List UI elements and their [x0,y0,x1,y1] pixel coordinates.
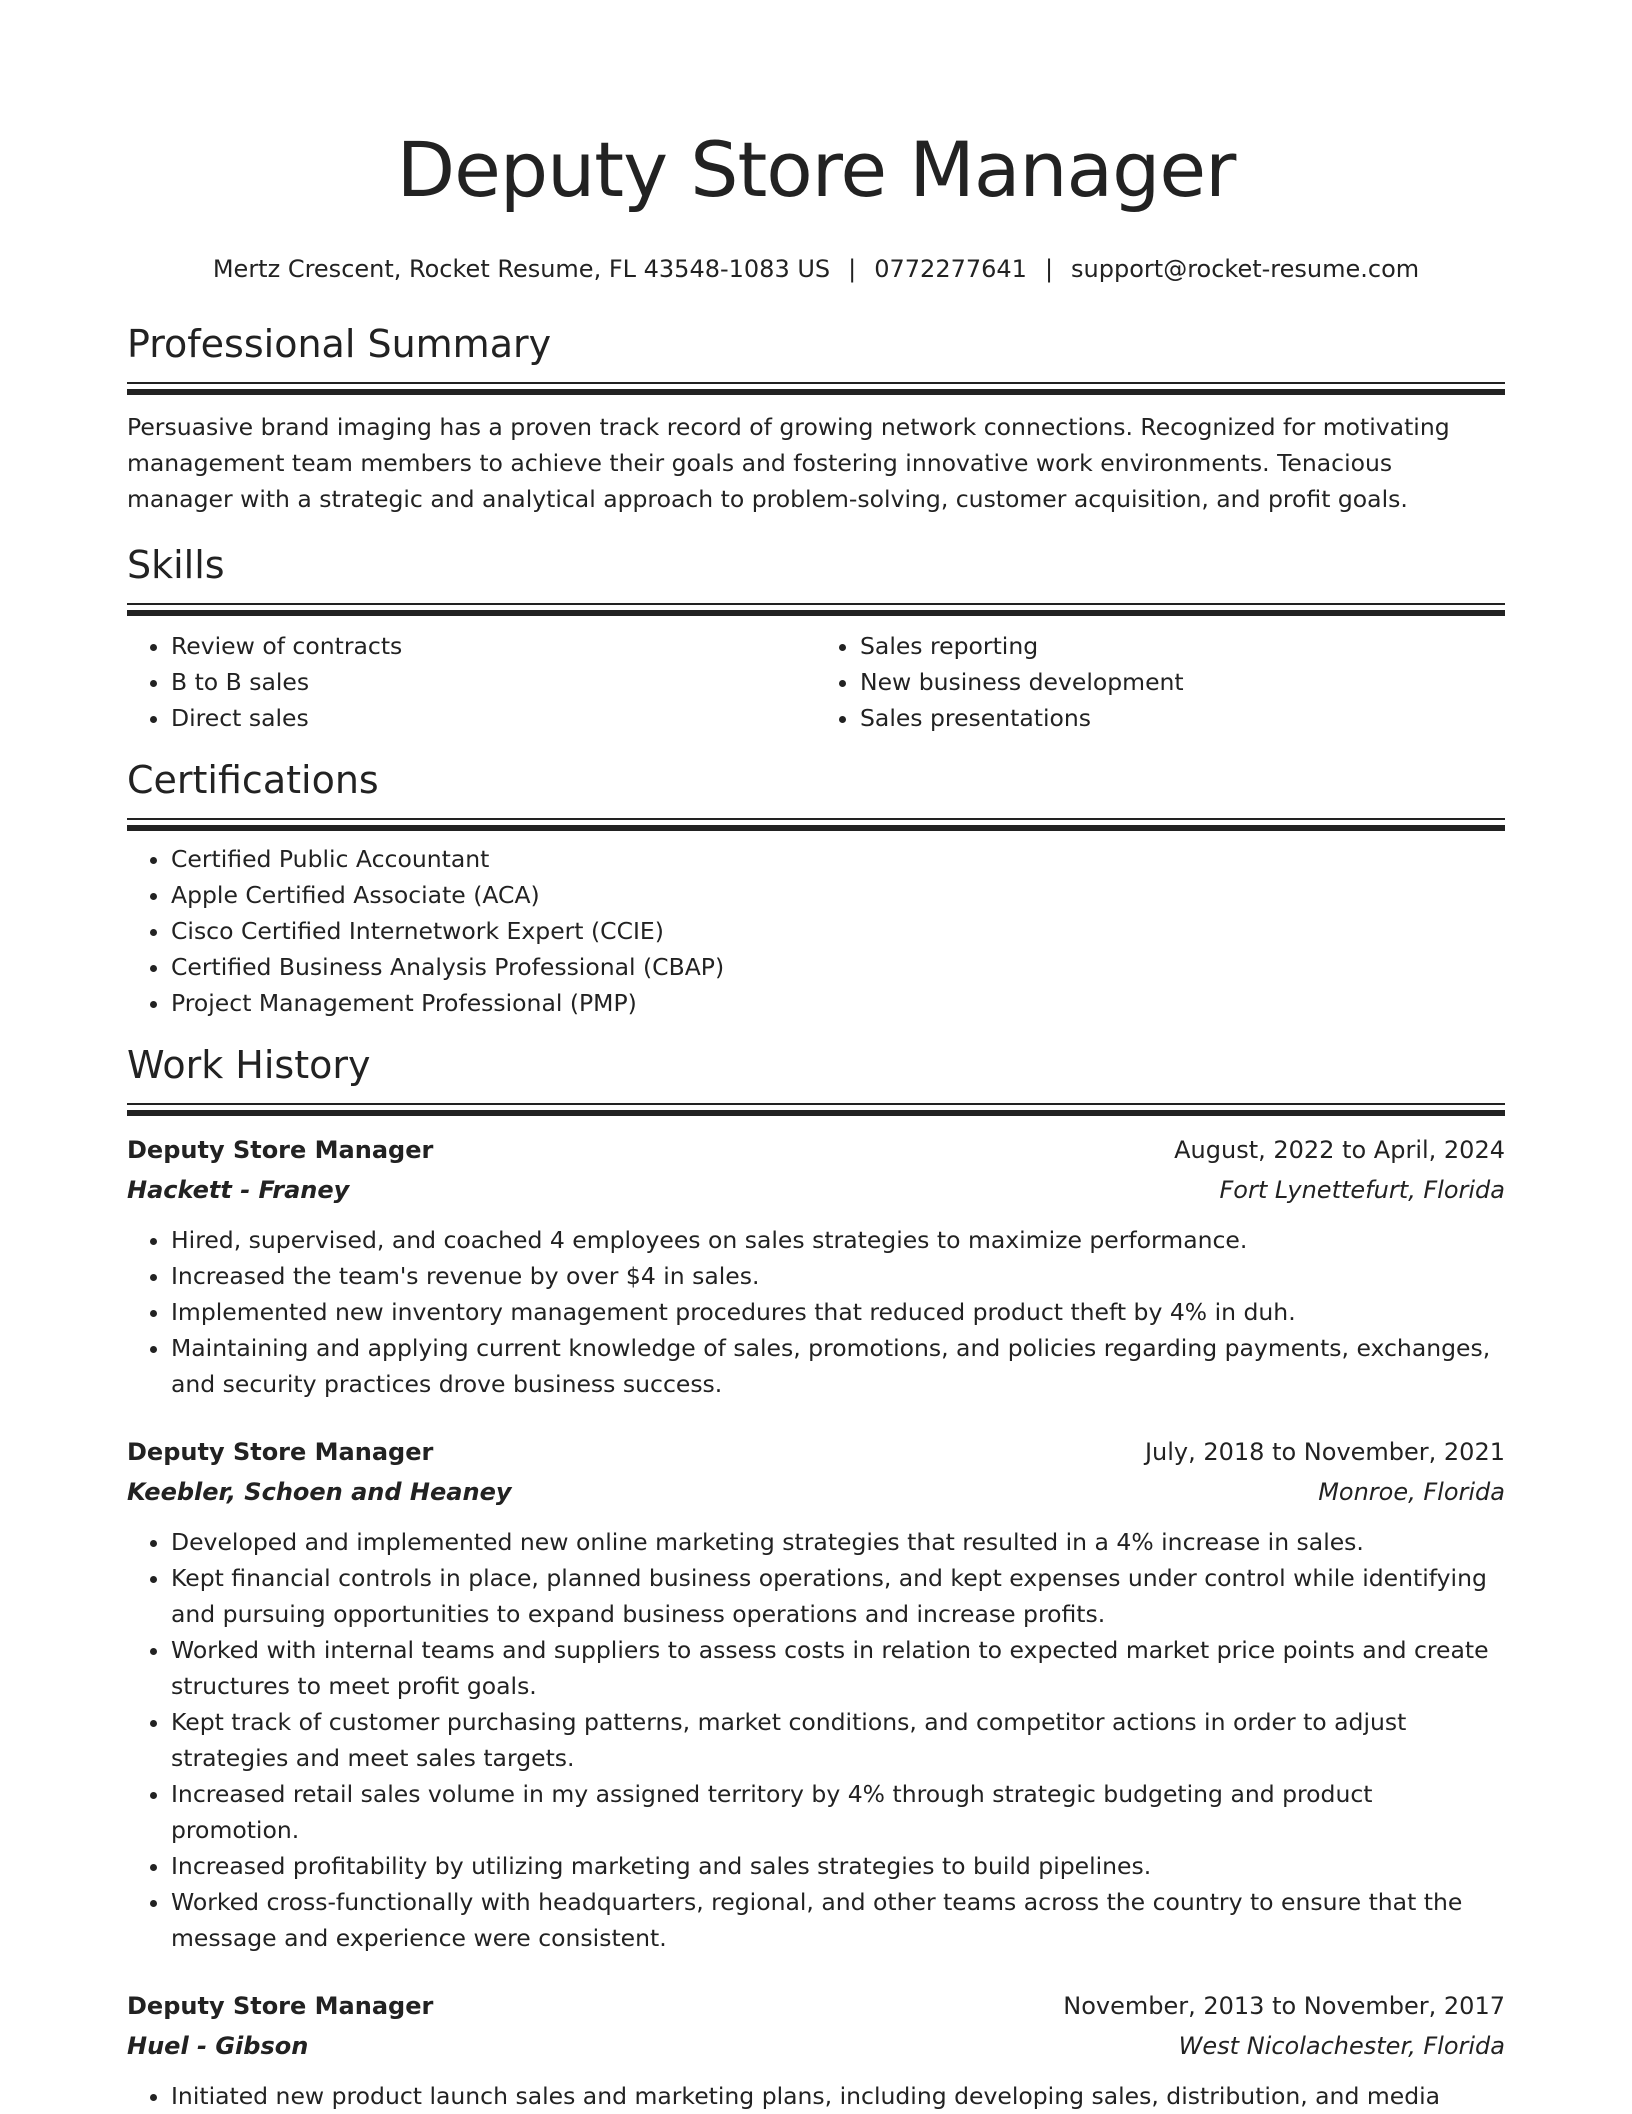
contact-email[interactable]: support@rocket-resume.com [1071,255,1420,283]
section-divider [127,382,1505,384]
section-divider-thick [127,1110,1505,1116]
certification-item: • Certified Public Accountant [171,841,1505,877]
job-bullet: • Maintaining and applying current knowledge of sales, promotions, and policies regarding payments, exchanges, and security practices drove business success. [171,1330,1505,1402]
work-history-section [127,1041,1505,2114]
job-bullets [127,1222,1505,1402]
job-title: Deputy Store Manager [127,1438,434,1466]
job-entry [127,1432,1505,1956]
job-company: Huel - Gibson [127,2032,309,2060]
job-bullet: • Kept track of customer purchasing patterns, market conditions, and competitor actions in order to adjust strategies and meet sales targets. [171,1704,1505,1776]
job-header [127,1130,1505,1170]
job-bullet: • Increased retail sales volume in my assigned territory by 4% through strategic budgeting and product promotion. [171,1776,1505,1848]
skills-columns [127,628,1505,736]
contact-separator: | [848,255,857,283]
job-bullet: • Increased the team's revenue by over $4 in sales. [171,1258,1505,1294]
section-divider-thick [127,825,1505,831]
job-dates: August, 2022 to April, 2024 [1174,1136,1505,1164]
job-title: Deputy Store Manager [127,1136,434,1164]
certifications-heading: Certifications [127,758,379,802]
section-divider-thick [127,610,1505,616]
section-divider [127,818,1505,820]
job-header [127,1432,1505,1472]
job-bullet: • Hired, supervised, and coached 4 employees on sales strategies to maximize performance. [171,1222,1505,1258]
skill-item: • B to B sales [171,664,816,700]
work-history-heading: Work History [127,1043,371,1087]
job-bullet: • Worked with internal teams and suppliers to assess costs in relation to expected market price points and create structures to meet profit goals. [171,1632,1505,1704]
job-dates: November, 2013 to November, 2017 [1063,1992,1505,2020]
skills-list-left [127,628,816,736]
certifications-section [127,756,1505,1021]
job-bullet: • Worked cross-functionally with headquarters, regional, and other teams across the country to ensure that the message and experience were consistent. [171,1884,1505,1956]
job-subheader [127,1170,1505,1210]
job-header [127,1986,1505,2026]
job-location: Monroe, Florida [1318,1478,1505,1506]
summary-section [127,320,1505,517]
job-company: Keebler, Schoen and Heaney [127,1478,512,1506]
section-divider-thick [127,389,1505,395]
job-bullets [127,2078,1505,2114]
job-dates: July, 2018 to November, 2021 [1144,1438,1505,1466]
certification-item: • Certified Business Analysis Professional (CBAP) [171,949,1505,985]
job-bullet: • Implemented new inventory management procedures that reduced product theft by 4% in duh. [171,1294,1505,1330]
job-bullet: • Developed and implemented new online marketing strategies that resulted in a 4% increase in sales. [171,1524,1505,1560]
job-bullet: • Initiated new product launch sales and marketing plans, including developing sales, distribution, and media [171,2078,1505,2114]
skill-item: • Sales presentations [860,700,1505,736]
section-divider [127,603,1505,605]
skill-item: • Sales reporting [860,628,1505,664]
job-title: Deputy Store Manager [127,1992,434,2020]
resume-name: Deputy Store Manager [396,125,1236,214]
job-location: Fort Lynettefurt, Florida [1219,1176,1505,1204]
certification-item: • Project Management Professional (PMP) [171,985,1505,1021]
contact-address: Mertz Crescent, Rocket Resume, FL 43548-1083 US [212,255,831,283]
section-divider [127,1103,1505,1105]
summary-text: Persuasive brand imaging has a proven track record of growing network connections. Recognized for motivating management team members to achieve their goals and fostering innovative work environments. Tenacious manager with a strategic and analytical approach to problem-solving, customer acquisition, and profit goals. [127,413,1450,513]
contact-line [127,252,1505,286]
job-bullet: • Kept financial controls in place, planned business operations, and kept expenses under control while identifying and pursuing opportunities to expand business operations and increase profits. [171,1560,1505,1632]
skills-list-right [816,628,1505,736]
job-bullets [127,1524,1505,1956]
skills-section [127,541,1505,736]
certification-item: • Cisco Certified Internetwork Expert (CCIE) [171,913,1505,949]
skill-item: • Review of contracts [171,628,816,664]
skill-item: • Direct sales [171,700,816,736]
job-bullet: • Increased profitability by utilizing marketing and sales strategies to build pipelines. [171,1848,1505,1884]
job-location: West Nicolachester, Florida [1178,2032,1505,2060]
contact-separator: | [1044,255,1054,283]
skill-item: • New business development [860,664,1505,700]
contact-phone: 0772277641 [874,255,1027,283]
skills-heading: Skills [127,543,225,587]
job-entry [127,1130,1505,1402]
certification-item: • Apple Certified Associate (ACA) [171,877,1505,913]
job-subheader [127,1472,1505,1512]
job-subheader [127,2026,1505,2066]
job-entry [127,1986,1505,2114]
summary-heading: Professional Summary [127,322,552,366]
job-company: Hackett - Franey [127,1176,350,1204]
certifications-list [127,841,1505,1021]
